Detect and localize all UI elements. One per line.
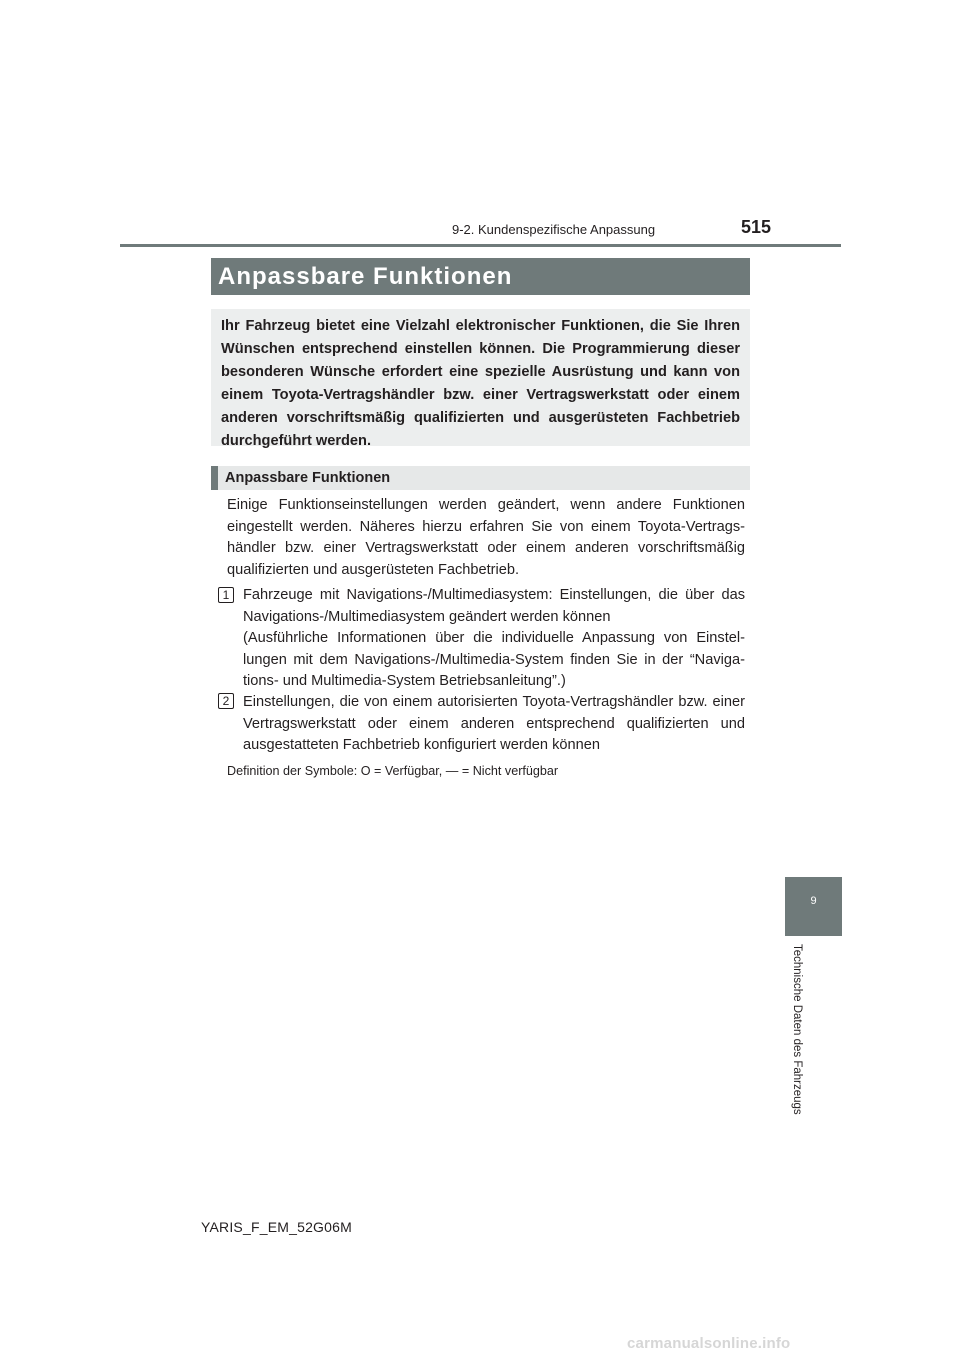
header-divider xyxy=(120,244,841,247)
list-item-1-text: Fahrzeuge mit Navigations-/Multimediasystem: Einstellungen, die über das Navigations-/Multimediasystem geändert werden können xyxy=(243,587,745,625)
list-item-1-note: (Ausführliche Informationen über die individuelle Anpassung von Einstellungen mit dem Navigations-/Multimedia-System finden Sie in der “Navigations- und Multimedia-System Betriebsanleitung”.) xyxy=(243,630,745,689)
section-accent-bar xyxy=(211,466,218,490)
document-code: YARIS_F_EM_52G06M xyxy=(201,1219,352,1235)
header-section-title: 9-2. Kundenspezifische Anpassung xyxy=(452,222,656,237)
chapter-tab-number: 9 xyxy=(810,895,817,907)
section-body: Einige Funktionseinstellungen werden geändert, wenn andere Funktionen eingestellt werden. Näheres hierzu erfahren Sie von einem Toyota-Vertragshändler bzw. einer Vertragswerkstatt oder einem anderen vorschriftsmäßig qualifizierten und ausgerüsteten Fachbetrieb. xyxy=(227,497,745,578)
page-number: 515 xyxy=(741,217,772,237)
number-1-icon: 1 xyxy=(218,587,234,603)
page-title: Anpassbare Funktionen xyxy=(211,258,750,295)
chapter-tab xyxy=(785,877,842,936)
intro-box: Ihr Fahrzeug bietet eine Vielzahl elektronischer Funktionen, die Sie Ihren Wünschen entsprechend einstellen können. Die Programmierung dieser besonderen Wünsche erfordert eine spezielle Ausrüstung und kann von einem Toyota-Vertragshändler bzw. einer Vertragswerkstatt oder einem anderen vorschriftsmäßig qualifizierten und ausgerüsteten Fachbetrieb durchgeführt werden. xyxy=(211,309,750,446)
chapter-title-vertical: Technische Daten des Fahrzeugs xyxy=(791,944,803,1115)
watermark: carmanualsonline.info xyxy=(627,1335,791,1352)
symbol-definition: Definition der Symbole: O = Verfügbar, — = Nicht verfügbar xyxy=(227,764,559,778)
list-item-2-text: Einstellungen, die von einem autorisierten Toyota-Vertragshändler bzw. einer Vertragswerkstatt oder einem anderen entsprechend qualifizierten und ausgestatteten Fachbetrieb konfiguriert werden können xyxy=(243,694,745,753)
number-2-icon: 2 xyxy=(218,693,234,709)
section-header xyxy=(211,466,750,490)
section-title: Anpassbare Funktionen xyxy=(225,470,391,486)
